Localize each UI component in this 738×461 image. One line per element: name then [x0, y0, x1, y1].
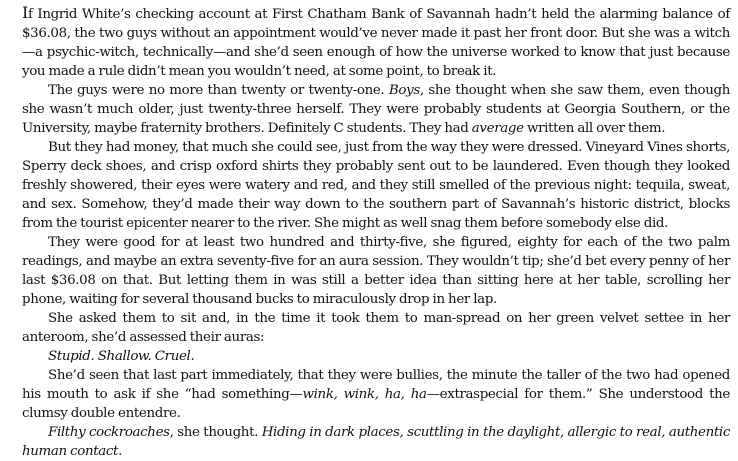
paragraph-6 — [22, 347, 730, 366]
drop-cap-letter: I — [22, 3, 28, 22]
paragraph-8-emphasis-a: Filthy cockroaches — [48, 425, 170, 440]
paragraph-2-emphasis-boys: Boys — [388, 83, 420, 98]
paragraph-8-text-b: , she thought. — [169, 425, 262, 440]
paragraph-5 — [22, 309, 730, 347]
paragraph-5-text: She asked them to sit and, in the time it took them to man-spread on her green velvet settee in her anteroom, she’d assessed their auras: — [22, 311, 730, 345]
paragraph-7-text-c: —extraspecial for them.” She understood the clumsy double entendre. — [22, 387, 730, 421]
paragraph-2-text-a: The guys were no more than twenty or twenty-one. — [48, 83, 389, 98]
paragraph-2-emphasis-average: average — [471, 121, 524, 136]
paragraph-6-emphasis: Stupid. Shallow. Cruel. — [48, 349, 195, 364]
paragraph-7 — [22, 366, 730, 423]
paragraph-2-text-e: written all over them. — [523, 121, 666, 136]
paragraph-2 — [22, 81, 730, 138]
paragraph-3 — [22, 138, 730, 233]
paragraph-7-emphasis: wink, wink, ha, ha — [302, 387, 427, 402]
paragraph-3-text: But they had money, that much she could see, just from the way they were dressed. Vineyard Vines shorts, Sperry deck shoes, and crisp oxford shirts they probably sent out to be laundered. Even though they looked freshly showered, their eyes were watery and red, and they still smelled of the previous night: tequila, sweat, and sex. Somehow, they’d made their way down to the southern part of Savannah’s historic district, blocks from the tourist epicenter nearer to the river. She might as well snag them before somebody else did. — [22, 140, 730, 231]
paragraph-8 — [22, 423, 730, 461]
paragraph-8-emphasis-c: Hiding in dark places, scuttling in the daylight, allergic to real, authentic human contact. — [22, 425, 730, 459]
paragraph-1-text: f Ingrid White’s checking account at First Chatham Bank of Savannah hadn’t held the alarming balance of $36.08, the two guys without an appointment would’ve never made it past her front door. But she was a witch—a psychic-witch, technically—and she’d seen enough of how the universe worked to know that just because you made a rule didn’t mean you wouldn’t need, at some point, to break it. — [22, 7, 730, 79]
paragraph-7-text-a: She’d seen that last part immediately, that they were bullies, the minute the taller of the two had opened his mouth to ask if she “had something— — [22, 368, 730, 402]
paragraph-1 — [22, 3, 730, 81]
paragraph-4-text: They were good for at least two hundred and thirty-five, she figured, eighty for each of the two palm readings, and maybe an extra seventy-five for an aura session. They wouldn’t tip; she’d bet every penny of her last $36.08 on that. But letting them in was still a better idea than sitting here at her table, scrolling her phone, waiting for several thousand bucks to miraculously drop in her lap. — [22, 235, 730, 307]
paragraph-4 — [22, 233, 730, 309]
paragraph-2-text-c: , she thought when she saw them, even though she wasn’t much older, just twenty-three herself. They were probably students at Georgia Southern, or the University, maybe fraternity brothers. Definitely C students. They had — [22, 83, 731, 136]
